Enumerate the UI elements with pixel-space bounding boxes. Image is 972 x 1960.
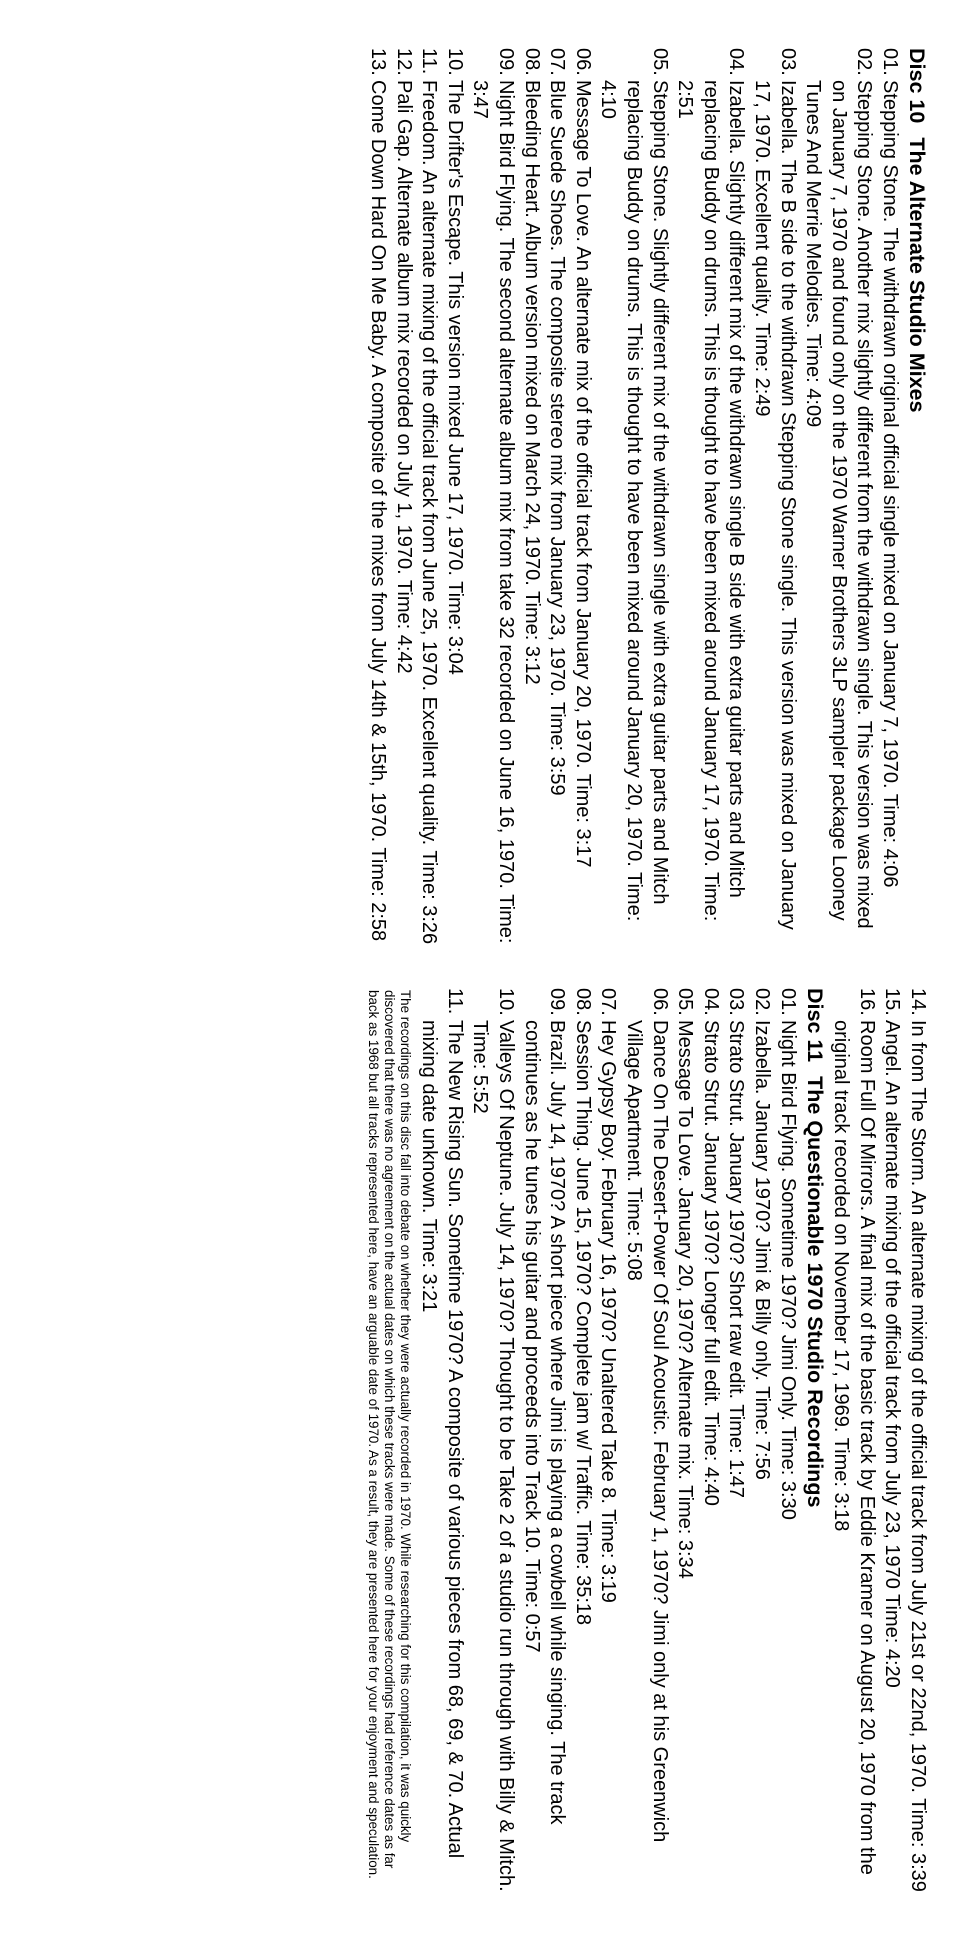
disc-10-track-13: 13. Come Down Hard On Me Baby. A composite of the mixes from July 14th & 15th, 1970. Time: 2:58 <box>367 48 390 942</box>
disc-10-track-07: 07. Blue Suede Shoes. The composite stereo mix from January 23, 1970. Time: 3:59 <box>546 48 569 796</box>
left-column <box>365 48 930 948</box>
disc-10-track-09: 09. Night Bird Flying. The second alternate album mix from take 32 recorded on June 16, 1970. Time: 3:47 <box>469 48 518 944</box>
disc-10-track-05: 05. Stepping Stone. Slightly different mix of the withdrawn single with extra guitar parts and Mitch replacing Buddy on drums. This is thought to have been mixed around January 20, 1970. Time: 4:10 <box>597 48 671 922</box>
disc-11-heading <box>802 988 828 1898</box>
disc-11-label: Disc 11 <box>802 988 827 1063</box>
disc-10-track-08: 08. Bleeding Heart. Album version mixed on March 24, 1970. Time: 3:12 <box>520 48 543 685</box>
disc-11-note: The recordings on this disc fall into debate on whether they were actually recorded in 1970. While researching for this compilation, it was quickly discovered that there was no agreement on the actual dates on which these tracks were made. Some of these recordings had reference dates as far back as 1968 but all tracks represented here, have an arguable date of 1970. As a result, they are presented here for your enjoyment and speculation. <box>365 990 413 1879</box>
right-column <box>365 988 930 1898</box>
disc-11-title: The Questionable 1970 Studio Recordings <box>802 1076 827 1508</box>
disc-11-track-11: 11. The New Rising Sun. Sometime 1970? A composite of various pieces from 68, 69, & 70. Actual mixing date unknown. Time: 3:21 <box>418 988 466 1859</box>
disc-11-track-08: 08. Session Thing. June 15, 1970? Complete jam w/ Traffic. Time: 35:18 <box>571 988 594 1626</box>
disc-11-track-10: 10. Valleys Of Neptune. July 14, 1970? Thought to be Take 2 of a studio run through with Billy & Mitch. Time: 5:52 <box>469 988 518 1892</box>
disc-11-track-04: 04. Strato Strut. January 1970? Longer full edit. Time: 4:40 <box>699 988 722 1506</box>
disc-10-track-06: 06. Message To Love. An alternate mix of the official track from January 20, 1970. Time: 3:17 <box>571 48 594 868</box>
disc-10-label: Disc 10 <box>905 48 929 124</box>
disc-10-track-02: 02. Stepping Stone. Another mix slightly different from the withdrawn single. This version was mixed on January 7, 1970 and found only on the 1970 Warner Brothers 3LP sampler package Looney Tunes And Merrie Melodies. Time: 4:09 <box>802 48 876 929</box>
disc-10-track-14: 14. In from The Storm. An alternate mixing of the official track from July 21st or 22nd, 1970. Time: 3:39 <box>907 988 929 1892</box>
disc-10-track-04: 04. Izabella. Slightly different mix of the withdrawn single B side with extra guitar parts and Mitch replacing Buddy on drums. This is thought to have been mixed around January 17, 1970. Time: 2:51 <box>674 48 748 922</box>
disc-11-track-06: 06. Dance On The Desert-Power Of Soul Acoustic. February 1, 1970? Jimi only at his Greenwich Village Apartment. Time: 5:08 <box>623 988 671 1843</box>
disc-11-track-05: 05. Message To Love. January 20, 1970? Alternate mix. Time: 3:34 <box>674 988 697 1579</box>
disc-10-track-16: 16. Room Full Of Mirrors. A final mix of the basic track by Eddie Kramer on August 20, 1970 from the original track recorded on November 17, 1969. Time: 3:18 <box>830 988 878 1875</box>
disc-11-track-01: 01. Night Bird Flying. Sometime 1970? Jimi Only. Time: 3:30 <box>776 988 799 1520</box>
disc-11-track-09: 09. Brazil. July 14, 1970? A short piece where Jimi is playing a cowbell while singing. The track continues as he tunes his guitar and proceeds into Track 10. Time: 0:57 <box>520 988 569 1825</box>
disc-10-track-03: 03. Izabella. The B side to the withdrawn Stepping Stone single. This version was mixed on January 17, 1970. Excellent quality. Time: 2:49 <box>751 48 799 930</box>
disc-11-track-02: 02. Izabella. January 1970? Jimi & Billy only. Time: 7:56 <box>751 988 774 1480</box>
disc-10-heading <box>904 48 930 948</box>
disc-11-track-07: 07. Hey Gypsy Boy. February 16, 1970? Unaltered Take 8. Time: 3:19 <box>597 988 620 1603</box>
disc-10-track-10: 10. The Drifter's Escape. This version mixed June 17, 1970. Time: 3:04 <box>443 48 466 675</box>
disc-10-track-15: 15. Angel. An alternate mixing of the official track from July 23, 1970 Time: 4:20 <box>881 988 904 1688</box>
disc-10-title: The Alternate Studio Mixes <box>905 137 929 413</box>
disc-10-track-11: 11. Freedom. An alternate mixing of the official track from June 25, 1970. Excellent quality. Time: 3:26 <box>418 48 441 945</box>
disc-11-track-03: 03. Strato Strut. January 1970? Short raw edit. Time: 1:47 <box>725 988 748 1499</box>
disc-10-track-01: 01. Stepping Stone. The withdrawn original official single mixed on January 7, 1970. Time: 4:06 <box>879 48 901 888</box>
disc-10-track-12: 12. Pali Gap. Alternate album mix recorded on July 1, 1970. Time: 4:42 <box>392 48 415 674</box>
